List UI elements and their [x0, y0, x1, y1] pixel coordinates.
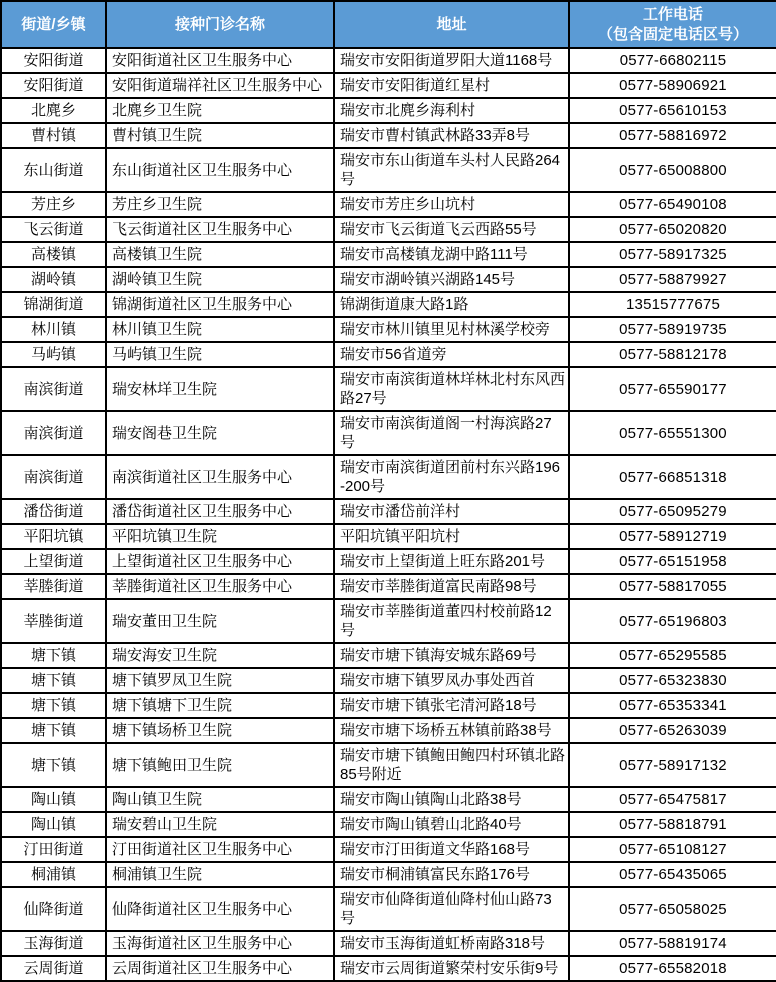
cell-phone: 0577-65020820: [569, 217, 776, 242]
cell-phone: 0577-65475817: [569, 787, 776, 812]
cell-phone: 0577-65108127: [569, 837, 776, 862]
col-header-address: 地址: [334, 1, 569, 48]
cell-clinic-name: 湖岭镇卫生院: [106, 267, 334, 292]
cell-clinic-name: 北麂乡卫生院: [106, 98, 334, 123]
cell-address: 平阳坑镇平阳坑村: [334, 524, 569, 549]
col-header-phone-line2: （包含固定电话区号）: [597, 25, 748, 43]
cell-address: 瑞安市桐浦镇富民东路176号: [334, 862, 569, 887]
cell-address: 瑞安市塘下场桥五林镇前路38号: [334, 718, 569, 743]
cell-address: 瑞安市南滨街道阁一村海滨路27号: [334, 411, 569, 455]
cell-phone: 0577-65323830: [569, 668, 776, 693]
cell-clinic-name: 塘下镇塘下卫生院: [106, 693, 334, 718]
table-row: [1, 317, 776, 342]
cell-clinic-name: 东山街道社区卫生服务中心: [106, 148, 334, 192]
cell-address: 瑞安市塘下镇罗凤办事处西首: [334, 668, 569, 693]
cell-clinic-name: 潘岱街道社区卫生服务中心: [106, 499, 334, 524]
table-row: [1, 367, 776, 411]
cell-district: 塘下镇: [1, 643, 106, 668]
cell-address: 瑞安市陶山镇陶山北路38号: [334, 787, 569, 812]
cell-phone: 0577-58816972: [569, 123, 776, 148]
cell-phone: 0577-58919735: [569, 317, 776, 342]
cell-clinic-name: 塘下镇场桥卫生院: [106, 718, 334, 743]
cell-phone: 0577-58817055: [569, 574, 776, 599]
table-row: [1, 411, 776, 455]
cell-address: 瑞安市南滨街道林垟林北村东风西路27号: [334, 367, 569, 411]
cell-district: 飞云街道: [1, 217, 106, 242]
cell-address: 瑞安市塘下镇海安城东路69号: [334, 643, 569, 668]
table-row: [1, 499, 776, 524]
table-row: [1, 837, 776, 862]
cell-district: 潘岱街道: [1, 499, 106, 524]
cell-district: 莘塍街道: [1, 599, 106, 643]
cell-district: 平阳坑镇: [1, 524, 106, 549]
cell-phone: 0577-65435065: [569, 862, 776, 887]
cell-phone: 0577-66851318: [569, 455, 776, 499]
table-row: [1, 73, 776, 98]
cell-clinic-name: 瑞安林垟卫生院: [106, 367, 334, 411]
cell-clinic-name: 林川镇卫生院: [106, 317, 334, 342]
cell-district: 林川镇: [1, 317, 106, 342]
table-row: [1, 812, 776, 837]
cell-clinic-name: 云周街道社区卫生服务中心: [106, 956, 334, 981]
cell-address: 锦湖街道康大路1路: [334, 292, 569, 317]
cell-clinic-name: 瑞安碧山卫生院: [106, 812, 334, 837]
cell-clinic-name: 安阳街道社区卫生服务中心: [106, 48, 334, 73]
cell-address: 瑞安市汀田街道文华路168号: [334, 837, 569, 862]
cell-district: 安阳街道: [1, 73, 106, 98]
cell-address: 瑞安市高楼镇龙湖中路111号: [334, 242, 569, 267]
cell-clinic-name: 安阳街道瑞祥社区卫生服务中心: [106, 73, 334, 98]
table-row: [1, 455, 776, 499]
cell-address: 瑞安市林川镇里见村林溪学校旁: [334, 317, 569, 342]
cell-clinic-name: 玉海街道社区卫生服务中心: [106, 931, 334, 956]
table-row: [1, 524, 776, 549]
col-header-district: 街道/乡镇: [1, 1, 106, 48]
cell-district: 玉海街道: [1, 931, 106, 956]
cell-address: 瑞安市塘下镇张宅清河路18号: [334, 693, 569, 718]
table-row: [1, 668, 776, 693]
cell-address: 瑞安市安阳街道红星村: [334, 73, 569, 98]
table-row: [1, 48, 776, 73]
header-row: [1, 1, 776, 48]
cell-phone: 0577-65610153: [569, 98, 776, 123]
table-row: [1, 718, 776, 743]
cell-district: 高楼镇: [1, 242, 106, 267]
cell-clinic-name: 高楼镇卫生院: [106, 242, 334, 267]
cell-phone: 0577-65582018: [569, 956, 776, 981]
cell-phone: 0577-58819174: [569, 931, 776, 956]
cell-district: 陶山镇: [1, 812, 106, 837]
cell-address: 瑞安市北麂乡海利村: [334, 98, 569, 123]
cell-phone: 0577-65295585: [569, 643, 776, 668]
cell-phone: 0577-65151958: [569, 549, 776, 574]
cell-phone: 0577-66802115: [569, 48, 776, 73]
cell-clinic-name: 平阳坑镇卫生院: [106, 524, 334, 549]
cell-phone: 13515777675: [569, 292, 776, 317]
cell-clinic-name: 莘塍街道社区卫生服务中心: [106, 574, 334, 599]
cell-district: 桐浦镇: [1, 862, 106, 887]
table-row: [1, 599, 776, 643]
cell-district: 湖岭镇: [1, 267, 106, 292]
cell-district: 南滨街道: [1, 367, 106, 411]
cell-district: 上望街道: [1, 549, 106, 574]
cell-address: 瑞安市莘塍街道董四村校前路12号: [334, 599, 569, 643]
cell-phone: 0577-65263039: [569, 718, 776, 743]
cell-clinic-name: 上望街道社区卫生服务中心: [106, 549, 334, 574]
cell-district: 东山街道: [1, 148, 106, 192]
table-row: [1, 342, 776, 367]
cell-clinic-name: 飞云街道社区卫生服务中心: [106, 217, 334, 242]
cell-clinic-name: 芳庄乡卫生院: [106, 192, 334, 217]
table-row: [1, 787, 776, 812]
cell-phone: 0577-58917132: [569, 743, 776, 787]
cell-address: 瑞安市安阳街道罗阳大道1168号: [334, 48, 569, 73]
cell-clinic-name: 瑞安海安卫生院: [106, 643, 334, 668]
cell-phone: 0577-58879927: [569, 267, 776, 292]
cell-phone: 0577-58906921: [569, 73, 776, 98]
table-row: [1, 743, 776, 787]
cell-clinic-name: 瑞安阁巷卫生院: [106, 411, 334, 455]
cell-phone: 0577-65590177: [569, 367, 776, 411]
cell-district: 南滨街道: [1, 411, 106, 455]
cell-district: 北麂乡: [1, 98, 106, 123]
cell-clinic-name: 瑞安董田卫生院: [106, 599, 334, 643]
table-row: [1, 192, 776, 217]
cell-address: 瑞安市56省道旁: [334, 342, 569, 367]
table-row: [1, 292, 776, 317]
cell-district: 塘下镇: [1, 743, 106, 787]
cell-address: 瑞安市塘下镇鲍田鲍四村环镇北路85号附近: [334, 743, 569, 787]
cell-address: 瑞安市曹村镇武林路33弄8号: [334, 123, 569, 148]
cell-district: 马屿镇: [1, 342, 106, 367]
cell-district: 塘下镇: [1, 718, 106, 743]
cell-phone: 0577-58818791: [569, 812, 776, 837]
cell-district: 锦湖街道: [1, 292, 106, 317]
cell-phone: 0577-65058025: [569, 887, 776, 931]
col-header-clinic-name: 接种门诊名称: [106, 1, 334, 48]
cell-district: 塘下镇: [1, 693, 106, 718]
table-row: [1, 98, 776, 123]
table-row: [1, 862, 776, 887]
cell-district: 南滨街道: [1, 455, 106, 499]
cell-address: 瑞安市南滨街道团前村东兴路196-200号: [334, 455, 569, 499]
table-row: [1, 242, 776, 267]
cell-address: 瑞安市玉海街道虹桥南路318号: [334, 931, 569, 956]
cell-clinic-name: 锦湖街道社区卫生服务中心: [106, 292, 334, 317]
cell-phone: 0577-65353341: [569, 693, 776, 718]
col-header-phone: [569, 1, 776, 48]
cell-address: 瑞安市潘岱前洋村: [334, 499, 569, 524]
cell-clinic-name: 塘下镇鲍田卫生院: [106, 743, 334, 787]
cell-phone: 0577-65551300: [569, 411, 776, 455]
cell-district: 汀田街道: [1, 837, 106, 862]
cell-phone: 0577-58912719: [569, 524, 776, 549]
table-row: [1, 549, 776, 574]
cell-address: 瑞安市上望街道上旺东路201号: [334, 549, 569, 574]
col-header-phone-line1: 工作电话: [642, 5, 703, 23]
cell-clinic-name: 马屿镇卫生院: [106, 342, 334, 367]
table-body: [1, 48, 776, 981]
cell-district: 莘塍街道: [1, 574, 106, 599]
cell-clinic-name: 仙降街道社区卫生服务中心: [106, 887, 334, 931]
cell-district: 安阳街道: [1, 48, 106, 73]
table-row: [1, 956, 776, 981]
cell-address: 瑞安市莘塍街道富民南路98号: [334, 574, 569, 599]
cell-district: 云周街道: [1, 956, 106, 981]
cell-clinic-name: 曹村镇卫生院: [106, 123, 334, 148]
cell-address: 瑞安市飞云街道飞云西路55号: [334, 217, 569, 242]
table-row: [1, 931, 776, 956]
cell-phone: 0577-58812178: [569, 342, 776, 367]
cell-address: 瑞安市芳庄乡山坑村: [334, 192, 569, 217]
cell-phone: 0577-65196803: [569, 599, 776, 643]
cell-clinic-name: 南滨街道社区卫生服务中心: [106, 455, 334, 499]
cell-district: 塘下镇: [1, 668, 106, 693]
cell-clinic-name: 汀田街道社区卫生服务中心: [106, 837, 334, 862]
cell-district: 芳庄乡: [1, 192, 106, 217]
table-row: [1, 123, 776, 148]
cell-clinic-name: 陶山镇卫生院: [106, 787, 334, 812]
cell-district: 曹村镇: [1, 123, 106, 148]
table-row: [1, 887, 776, 931]
table-row: [1, 148, 776, 192]
cell-address: 瑞安市仙降街道仙降村仙山路73号: [334, 887, 569, 931]
table-row: [1, 217, 776, 242]
cell-phone: 0577-58917325: [569, 242, 776, 267]
cell-address: 瑞安市湖岭镇兴湖路145号: [334, 267, 569, 292]
table-row: [1, 693, 776, 718]
cell-address: 瑞安市云周街道繁荣村安乐街9号: [334, 956, 569, 981]
table-row: [1, 574, 776, 599]
cell-phone: 0577-65490108: [569, 192, 776, 217]
cell-phone: 0577-65008800: [569, 148, 776, 192]
table-row: [1, 643, 776, 668]
cell-phone: 0577-65095279: [569, 499, 776, 524]
cell-district: 仙降街道: [1, 887, 106, 931]
cell-address: 瑞安市东山街道车头村人民路264号: [334, 148, 569, 192]
cell-district: 陶山镇: [1, 787, 106, 812]
cell-clinic-name: 塘下镇罗凤卫生院: [106, 668, 334, 693]
cell-clinic-name: 桐浦镇卫生院: [106, 862, 334, 887]
cell-address: 瑞安市陶山镇碧山北路40号: [334, 812, 569, 837]
table-row: [1, 267, 776, 292]
